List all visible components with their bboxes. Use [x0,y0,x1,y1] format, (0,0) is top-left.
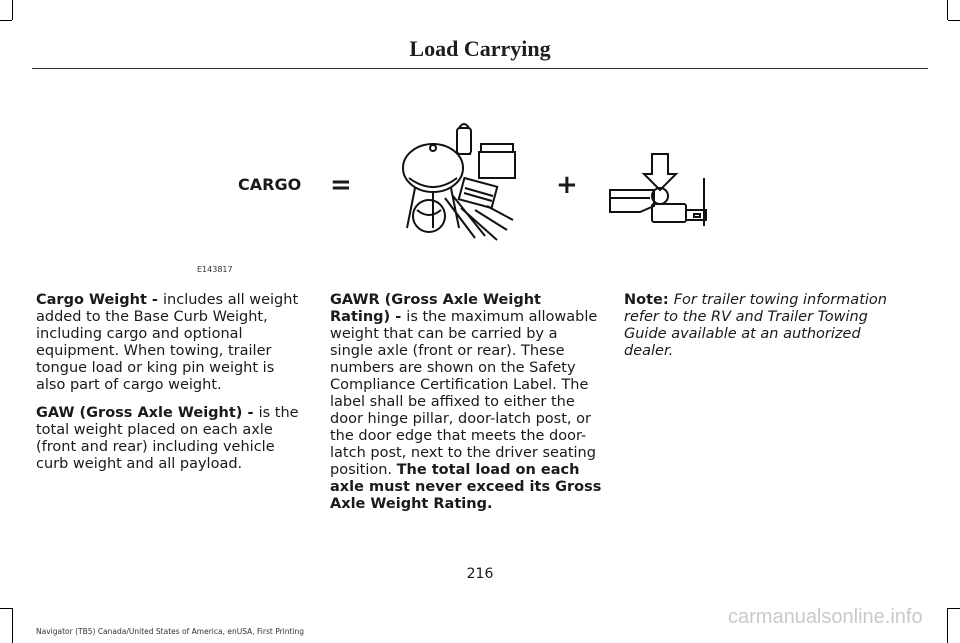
crop-mark-bl-v [12,608,13,643]
header-divider [32,68,928,69]
gawr-emphasis: The total load on each axle must never exceed its Gross Axle Weight Rating. [330,462,602,512]
publication-info: Navigator (TB5) Canada/United States of America, enUSA, First Printing [36,627,305,636]
gawr-paragraph [330,292,602,513]
text-column-1 [36,292,308,484]
text-column-2 [330,292,602,524]
gaw-term: GAW (Gross Axle Weight) - [36,405,259,421]
note-term: Note: [624,292,674,308]
plus-sign: + [556,170,578,200]
equals-sign: = [330,170,352,200]
cargo-weight-body: includes all weight added to the Base Curb Weight, including cargo and optional equipment. When towing, trailer tongue load or king pin weight is also part of cargo weight. [36,292,299,393]
crop-mark-br-h [948,608,960,609]
gawr-body: is the maximum allowable weight that can be carried by a single axle (front or rear). These numbers are shown on the Safety Compliance Certification Label. The label shall be affixed to either the door hinge pillar, door-latch post, or the door edge that meets the door-latch post, next to the driver seating position. [330,309,598,478]
cargo-label: CARGO [238,175,302,194]
watermark: carmanualsonline.info [728,606,923,628]
crop-mark-bl-h [0,608,12,609]
cargo-weight-term: Cargo Weight - [36,292,163,308]
crop-mark-tr-h [948,20,960,21]
text-column-3 [624,292,896,371]
gawr-term: GAWR (Gross Axle Weight Rating) - [330,292,541,325]
note-paragraph [624,292,896,360]
note-body: For trailer towing information refer to the RV and Trailer Towing Guide available at an authorized dealer. [624,292,887,359]
crop-mark-tr-v [947,0,948,20]
page-number: 216 [466,566,494,582]
figure-id: E143817 [197,265,233,274]
crop-mark-br-v [947,608,948,643]
crop-mark-tl-h [0,20,12,21]
crop-mark-tl-v [12,0,13,20]
cargo-weight-paragraph [36,292,308,394]
gaw-paragraph [36,405,308,473]
cargo-items-illustration [395,118,525,248]
trailer-hitch-illustration [604,150,714,240]
page-title: Load Carrying [409,36,551,61]
gaw-body: is the total weight placed on each axle (front and rear) including vehicle curb weight and all payload. [36,405,299,472]
